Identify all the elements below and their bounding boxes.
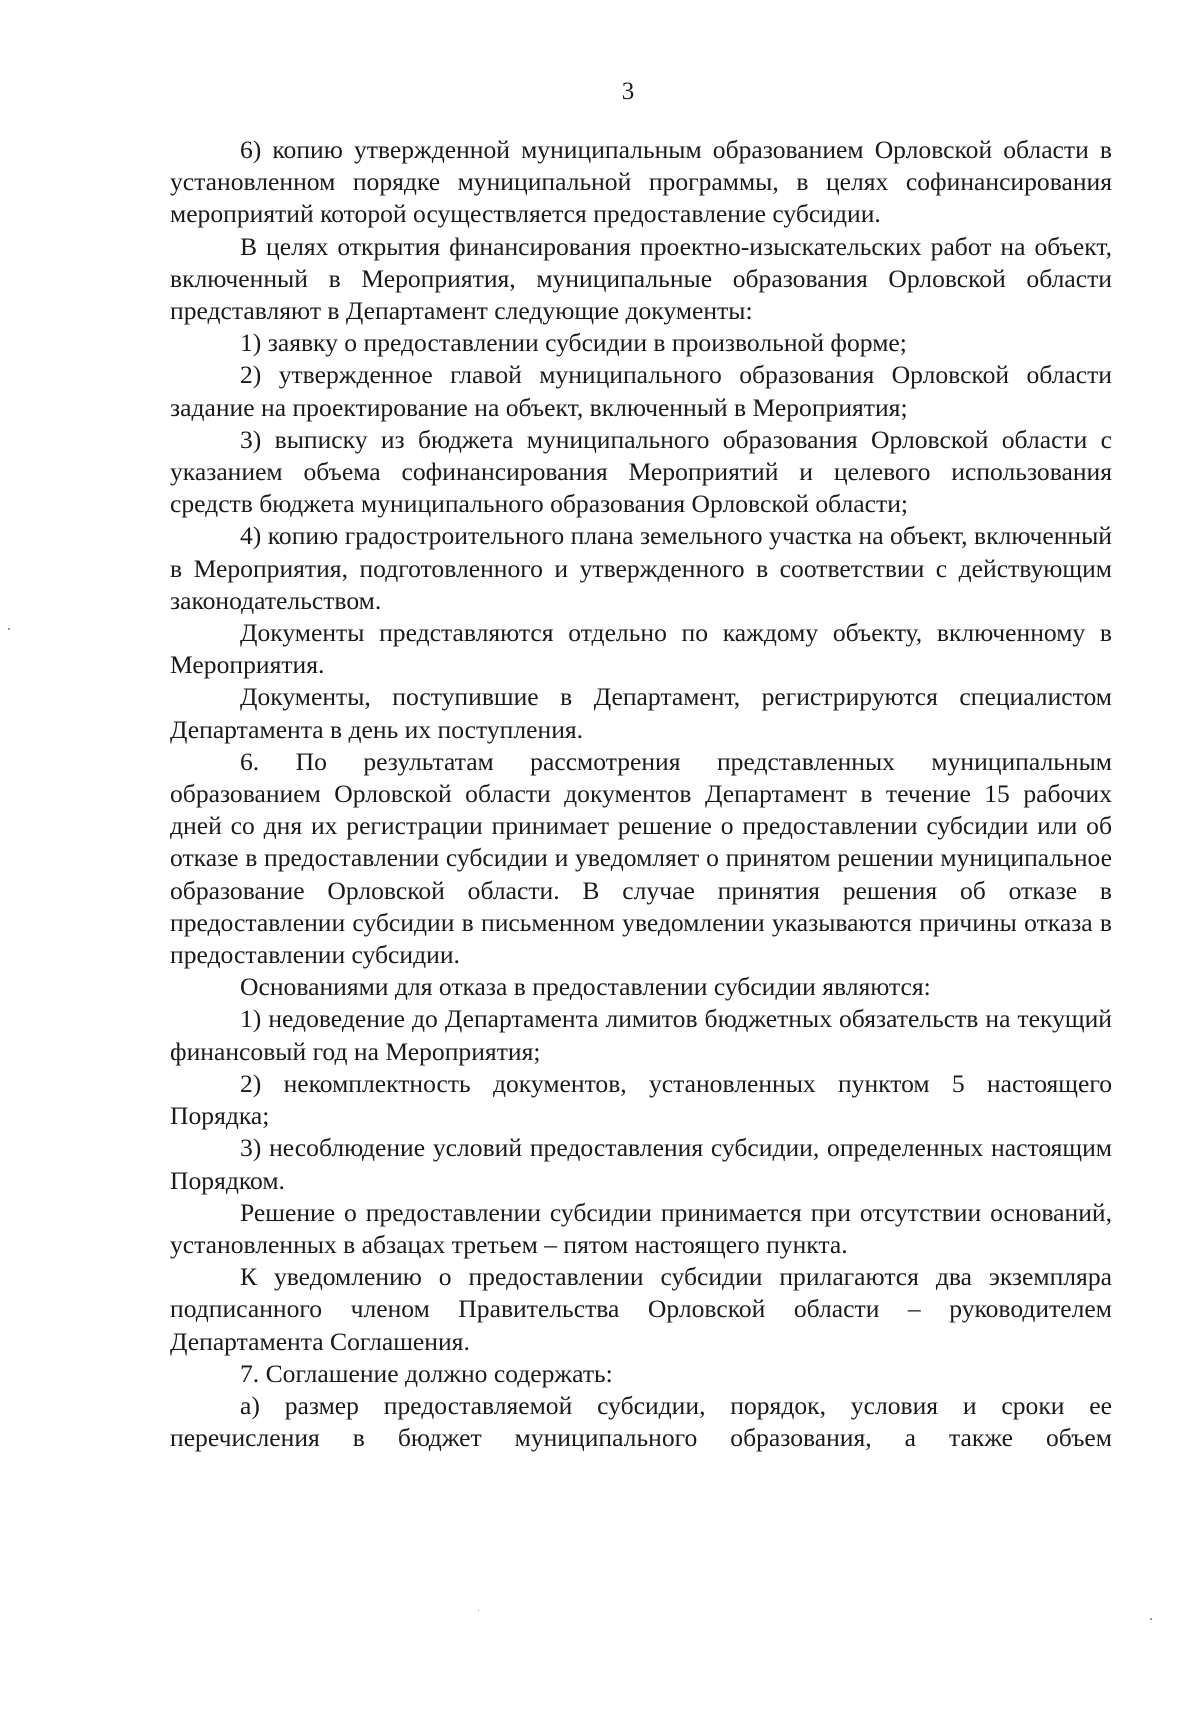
paragraph-agreement-attached: К уведомлению о предоставлении субсидии прилагаются два экземпляра подписанного членом Правительства Орловской области – руководителем Департамента Соглашения. bbox=[170, 1262, 1112, 1356]
document-body bbox=[170, 134, 1112, 1454]
page-number: 3 bbox=[621, 78, 635, 105]
scan-speck bbox=[8, 628, 10, 630]
paragraph-list-item-3: 3) выписку из бюджета муниципального образования Орловской области с указанием объема софинансирования Мероприятий и целевого использования средств бюджета муниципального образования Орловской области; bbox=[170, 424, 1112, 519]
paragraph-design-financing: В целях открытия финансирования проектно-изыскательских работ на объект, включенный в Мероприятия, муниципальные образования Орловской области представляют в Департамент следующие документы: bbox=[170, 231, 1112, 326]
paragraph-documents-per-object: Документы представляются отдельно по каждому объекту, включенному в Мероприятия. bbox=[170, 618, 1112, 680]
paragraph-documents-registration: Документы, поступившие в Департамент, регистрируются специалистом Департамента в день их поступления. bbox=[170, 682, 1112, 744]
paragraph-decision: Решение о предоставлении субсидии принимается при отсутствии оснований, установленных в абзацах третьем – пятом настоящего пункта. bbox=[170, 1197, 1112, 1259]
paragraph-refusal-item-1: 1) недоведение до Департамента лимитов бюджетных обязательств на текущий финансовый год на Мероприятия; bbox=[170, 1004, 1112, 1066]
paragraph-list-item-1: 1) заявку о предоставлении субсидии в произвольной форме; bbox=[240, 328, 907, 358]
paragraph-section-7: 7. Соглашение должно содержать: bbox=[240, 1358, 613, 1388]
paragraph-list-item-2: 2) утвержденное главой муниципального образования Орловской области задание на проектирование на объект, включенный в Мероприятия; bbox=[170, 360, 1112, 422]
paragraph-item-6-copy-program: 6) копию утвержденной муниципальным образованием Орловской области в установленном порядке муниципальной программы, в целях софинансирования мероприятий которой осуществляется предоставление субсидии. bbox=[170, 135, 1112, 229]
paragraph-section-7-item-a: а) размер предоставляемой субсидии, порядок, условия и сроки ее перечисления в бюджет муниципального образования, а также объем bbox=[170, 1390, 1112, 1453]
scan-speck bbox=[478, 1610, 479, 1611]
paragraph-refusal-item-3: 3) несоблюдение условий предоставления субсидии, определенных настоящим Порядком. bbox=[170, 1133, 1112, 1195]
paragraph-section-6: 6. По результатам рассмотрения представленных муниципальным образованием Орловской области документов Департамент в течение 15 рабочих дней со дня их регистрации принимает решение о предоставлении субсидии или об отказе в предоставлении субсидии и уведомляет о принятом решении муниципальное образование Орловской области. В случае принятия решения об отказе в предоставлении субсидии в письменном уведомлении указываются причины отказа в предоставлении субсидии. bbox=[170, 746, 1112, 970]
scan-speck bbox=[1150, 1618, 1152, 1620]
paragraph-refusal-grounds: Основаниями для отказа в предоставлении субсидии являются: bbox=[240, 972, 931, 1002]
paragraph-list-item-4: 4) копию градостроительного плана земельного участка на объект, включенный в Мероприятия, подготовленного и утвержденного в соответствии с действующим законодательством. bbox=[170, 521, 1112, 615]
paragraph-refusal-item-2: 2) некомплектность документов, установленных пунктом 5 настоящего Порядка; bbox=[170, 1068, 1112, 1131]
